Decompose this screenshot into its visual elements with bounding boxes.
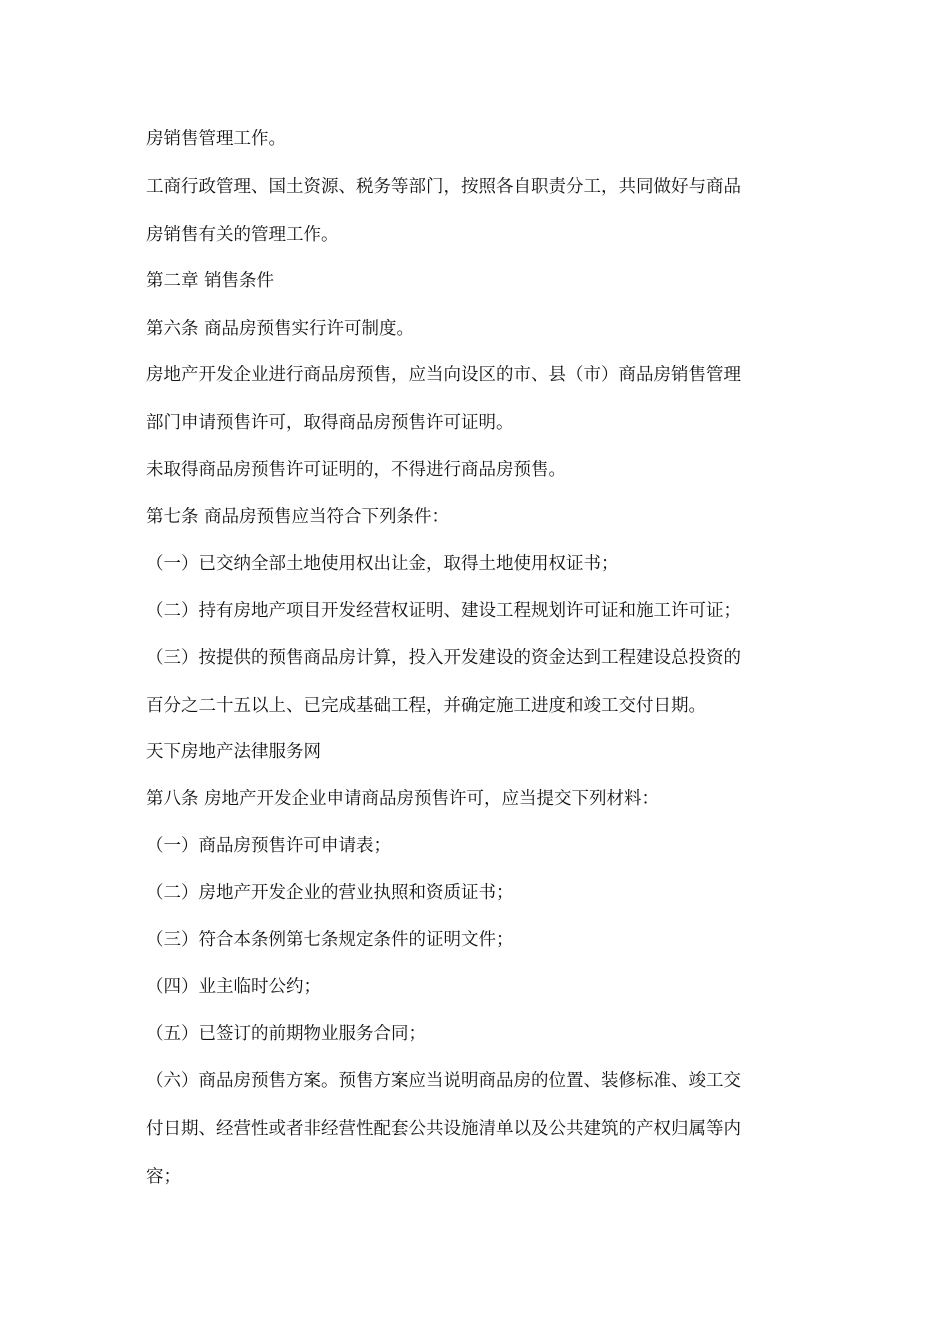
article-heading: 第七条 商品房预售应当符合下列条件：: [146, 507, 450, 527]
list-item: （二）房地产开发企业的营业执照和资质证书；: [146, 883, 514, 903]
text-line: 房销售管理工作。: [146, 129, 286, 149]
list-item: （一）已交纳全部土地使用权出让金，取得土地使用权证书；: [146, 554, 619, 574]
text-line: 容；: [146, 1167, 181, 1187]
article-heading: 第八条 房地产开发企业申请商品房预售许可，应当提交下列材料：: [146, 789, 660, 809]
chapter-heading: 第二章 销售条件: [146, 271, 275, 291]
list-item: （一）商品房预售许可申请表；: [146, 836, 391, 856]
list-item: （三）按提供的预售商品房计算，投入开发建设的资金达到工程建设总投资的: [146, 648, 741, 668]
text-line: 工商行政管理、国土资源、税务等部门，按照各自职责分工，共同做好与商品: [146, 177, 741, 197]
article-heading: 第六条 商品房预售实行许可制度。: [146, 319, 415, 339]
list-item: （二）持有房地产项目开发经营权证明、建设工程规划许可证和施工许可证；: [146, 601, 741, 621]
text-line: 房销售有关的管理工作。: [146, 225, 339, 245]
list-item: （三）符合本条例第七条规定条件的证明文件；: [146, 930, 514, 950]
list-item: （四）业主临时公约；: [146, 977, 321, 997]
text-line: 百分之二十五以上、已完成基础工程，并确定施工进度和竣工交付日期。: [146, 696, 706, 716]
text-line: 未取得商品房预售许可证明的，不得进行商品房预售。: [146, 460, 566, 480]
list-item: （六）商品房预售方案。预售方案应当说明商品房的位置、装修标准、竣工交: [146, 1071, 741, 1091]
list-item: （五）已签订的前期物业服务合同；: [146, 1024, 426, 1044]
text-line: 部门申请预售许可，取得商品房预售许可证明。: [146, 413, 514, 433]
source-note: 天下房地产法律服务网: [146, 742, 321, 762]
text-line: 付日期、经营性或者非经营性配套公共设施清单以及公共建筑的产权归属等内: [146, 1119, 741, 1139]
text-line: 房地产开发企业进行商品房预售，应当向设区的市、县（市）商品房销售管理: [146, 365, 741, 385]
